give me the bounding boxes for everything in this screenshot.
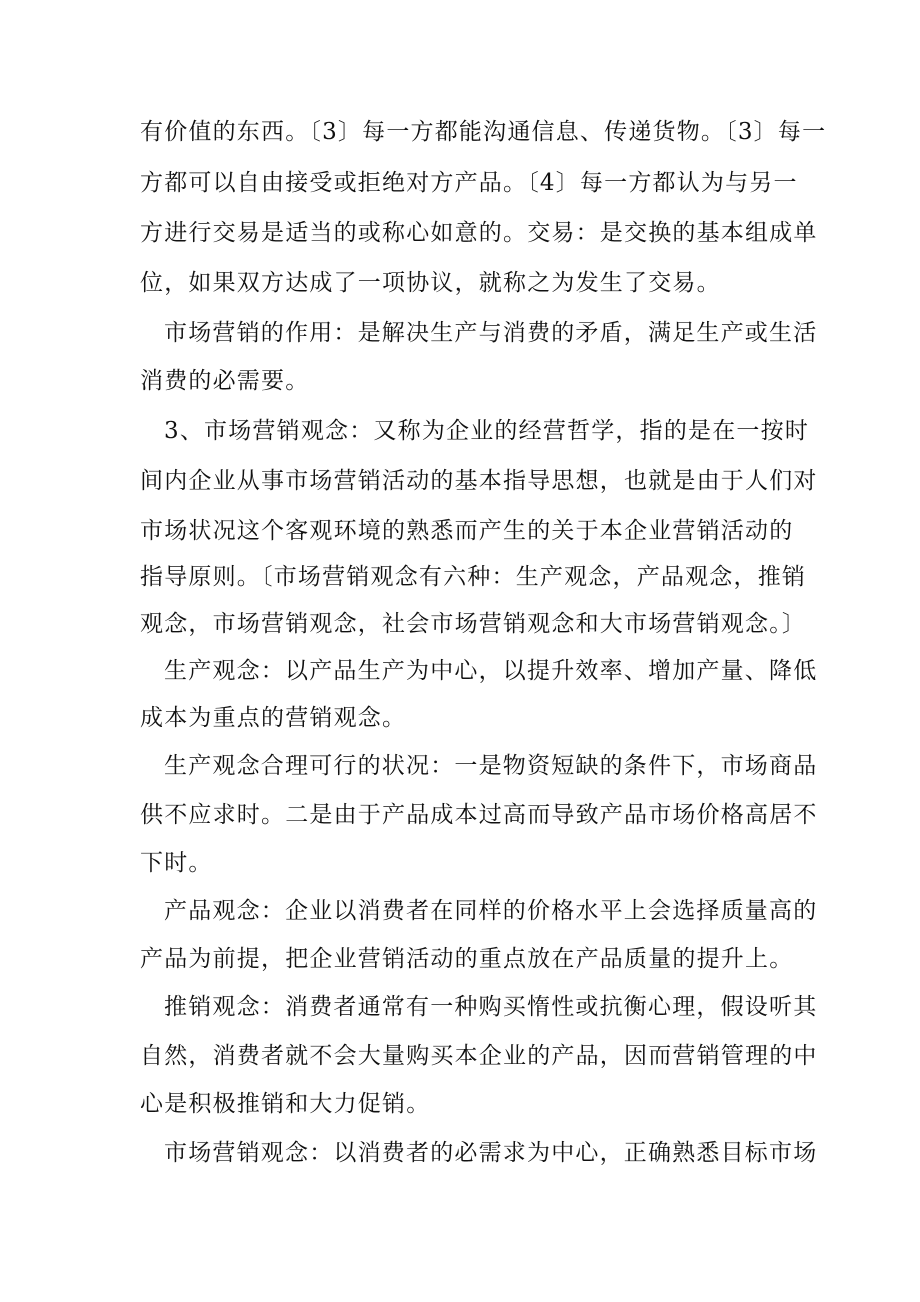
text-line: 位，如果双方达成了一项协议，就称之为发生了交易。 [140,270,721,296]
text-line: 生产观念：以产品生产为中心，以提升效率、增加产量、降低 [164,658,818,684]
text-line: 消费的必需要。 [140,368,310,394]
text-line: 心是积极推销和大力促销。 [140,1091,431,1117]
text-line: 产品观念：企业以消费者在同样的价格水平上会选择质量高的 [164,898,818,924]
text-line: 间内企业从事市场营销活动的基本指导思想，也就是由于人们对 [140,468,818,494]
text-line: 成本为重点的营销观念。 [140,705,407,731]
text-line: 市场营销观念：以消费者的必需求为中心，正确熟悉目标市场 [164,1140,818,1166]
text-line: 观念，市场营销观念，社会市场营销观念和大市场营销观念。〕 [140,611,807,637]
text-line: 供不应求时。二是由于产品成本过高而导致产品市场价格高居不 [140,802,818,828]
text-line: 有价值的东西。〔3〕每一方都能沟通信息、传递货物。〔3〕每一 [140,119,827,145]
text-line: 自然，消费者就不会大量购买本企业的产品，因而营销管理的中 [140,1043,818,1069]
text-line: 市场状况这个客观环境的熟悉而产生的关于本企业营销活动的 [140,518,794,544]
text-line: 推销观念：消费者通常有一种购买惰性或抗衡心理，假设听其 [164,994,818,1020]
text-line: 指导原则。〔市场营销观念有六种：生产观念，产品观念，推销 [140,564,807,590]
text-line: 生产观念合理可行的状况：一是物资短缺的条件下，市场商品 [164,753,818,779]
text-line: 市场营销的作用：是解决生产与消费的矛盾，满足生产或生活 [164,320,818,346]
text-line: 方都可以自由接受或拒绝对方产品。〔4〕每一方都认为与另一 [140,170,798,196]
text-line: 下时。 [140,850,213,876]
text-line: 3、市场营销观念：又称为企业的经营哲学，指的是在一按时 [164,418,810,444]
text-line: 方进行交易是适当的或称心如意的。交易：是交换的基本组成单 [140,220,818,246]
text-line: 产品为前提，把企业营销活动的重点放在产品质量的提升上。 [140,946,794,972]
